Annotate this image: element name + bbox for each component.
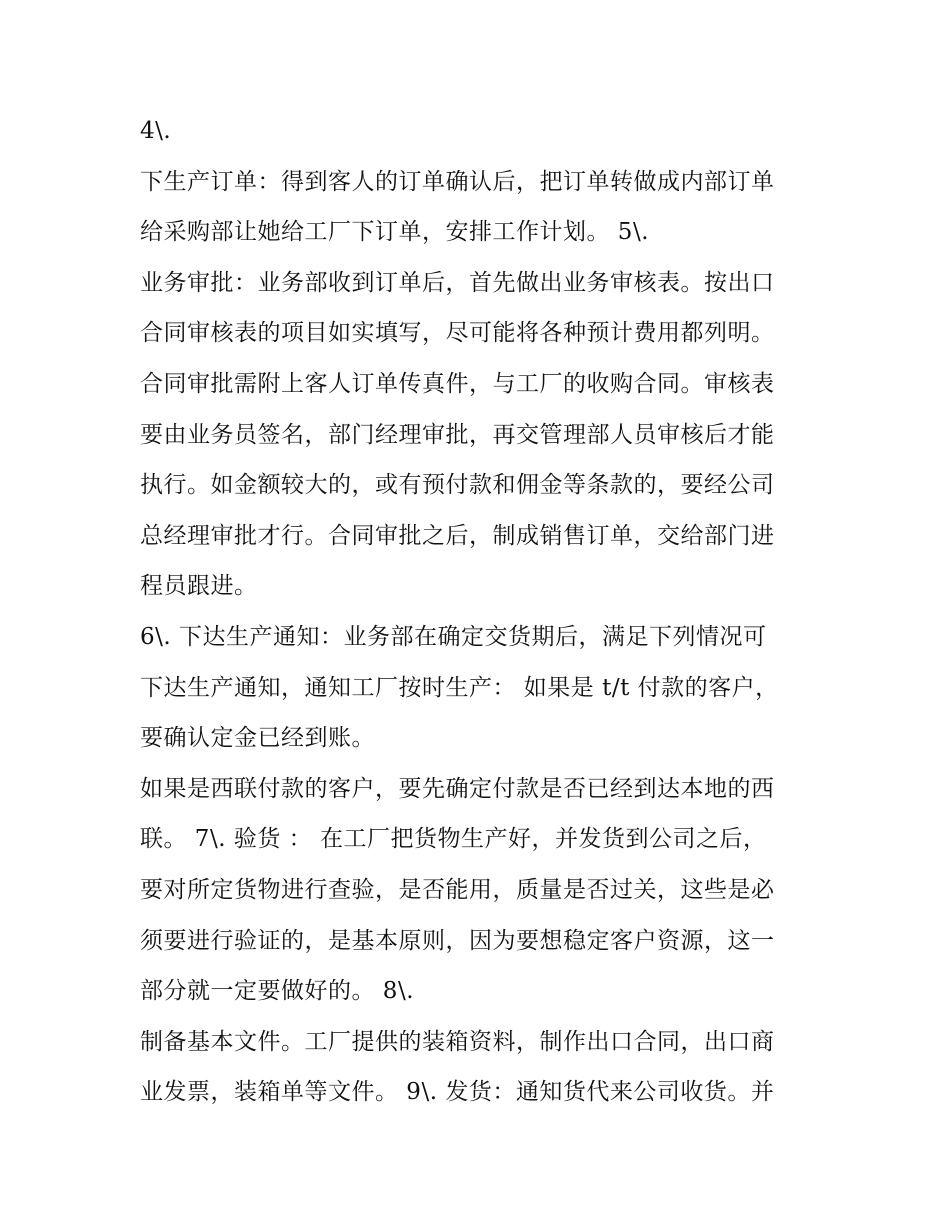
text-line: 部分就一定要做好的。 8\. [140, 978, 415, 1005]
text-line: 要确认定金已经到账。 [140, 725, 375, 752]
text-line: 下达生产通知，通知工厂按时生产： 如果是 t/t 付款的客户， [140, 674, 779, 701]
text-line: 业务审批：业务部收到订单后，首先做出业务审核表。按出口 [140, 269, 775, 296]
text-line: 须要进行验证的，是基本原则，因为要想稳定客户资源，这一 [140, 927, 775, 954]
text-line: 制备基本文件。工厂提供的装箱资料，制作出口合同，出口商 [140, 1028, 775, 1055]
text-line: 给采购部让她给工厂下订单，安排工作计划。 5\. [140, 219, 650, 246]
text-line: 合同审核表的项目如实填写，尽可能将各种预计费用都列明。 [140, 320, 775, 347]
text-line: 6\. 下达生产通知：业务部在确定交货期后，满足下列情况可 [140, 623, 767, 650]
text-line: 4\. [140, 118, 172, 144]
text-line: 下生产订单：得到客人的订单确认后，把订单转做成内部订单 [140, 168, 775, 195]
text-line: 如果是西联付款的客户，要先确定付款是否已经到达本地的西 [140, 775, 775, 802]
text-line: 执行。如金额较大的，或有预付款和佣金等条款的，要经公司 [140, 472, 775, 499]
document-body [140, 106, 820, 1118]
text-line: 要对所定货物进行查验，是否能用，质量是否过关，这些是必 [140, 876, 775, 903]
text-line: 业发票，装箱单等文件。 9\. 发货：通知货代来公司收货。并 [140, 1079, 775, 1106]
text-line: 合同审批需附上客人订单传真件，与工厂的收购合同。审核表 [140, 370, 775, 397]
text-line: 总经理审批才行。合同审批之后，制成销售订单，交给部门进 [140, 522, 775, 549]
text-line: 要由业务员签名，部门经理审批，再交管理部人员审核后才能 [140, 421, 775, 448]
text-line: 联。 7\. 验货 ： 在工厂把货物生产好，并发货到公司之后， [140, 826, 767, 853]
text-line: 程员跟进。 [140, 573, 258, 600]
